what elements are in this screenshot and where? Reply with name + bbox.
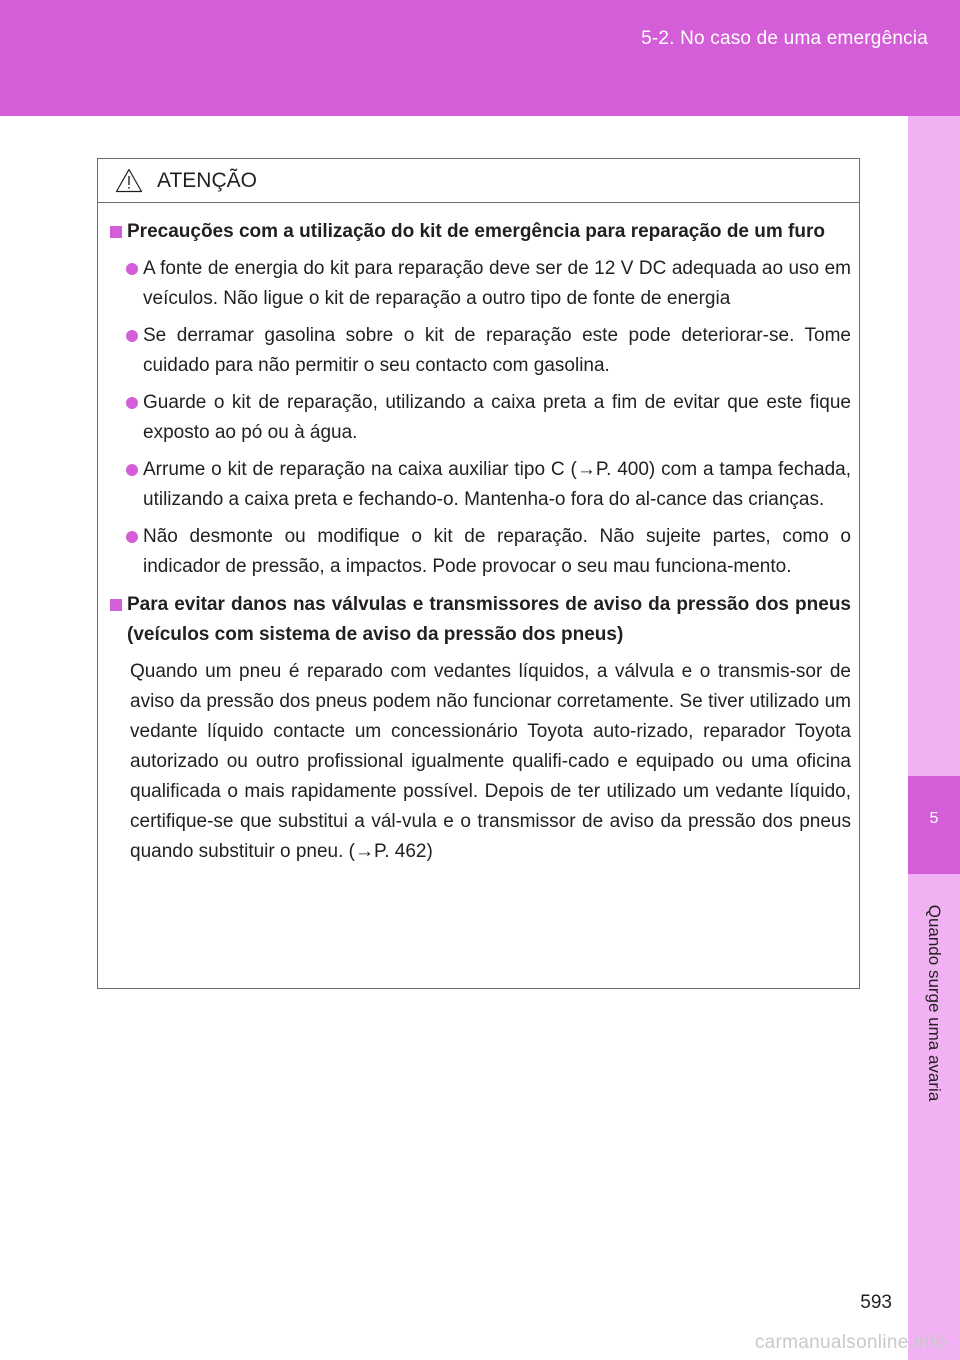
header-band bbox=[0, 0, 960, 116]
circle-bullet-icon bbox=[126, 531, 138, 543]
bullet-item: Se derramar gasolina sobre o kit de reparação este pode deteriorar-se. Tome cuidado para não permitir o seu contacto com gasolina. bbox=[110, 321, 851, 381]
bullet-item: Guarde o kit de reparação, utilizando a caixa preta a fim de evitar que este fique exposto ao pó ou à água. bbox=[110, 388, 851, 448]
chapter-title: Quando surge uma avaria bbox=[925, 904, 944, 1102]
circle-bullet-icon bbox=[126, 263, 138, 275]
caution-body bbox=[98, 203, 859, 867]
caution-box bbox=[97, 158, 860, 989]
square-bullet-icon bbox=[110, 599, 122, 611]
side-tab bbox=[908, 116, 960, 1360]
circle-bullet-icon bbox=[126, 330, 138, 342]
circle-bullet-icon bbox=[126, 464, 138, 476]
bullet-item: Não desmonte ou modifique o kit de reparação. Não sujeite partes, como o indicador de pressão, a impactos. Pode provocar o seu mau funciona-mento. bbox=[110, 522, 851, 582]
caution-section bbox=[110, 217, 851, 582]
caution-section bbox=[110, 590, 851, 867]
square-bullet-icon bbox=[110, 226, 122, 238]
caution-header bbox=[98, 159, 859, 203]
caution-title: ATENÇÃO bbox=[157, 169, 257, 192]
watermark: carmanualsonline.info bbox=[754, 1332, 946, 1353]
section-heading: Precauções com a utilização do kit de emergência para reparação de um furo bbox=[110, 217, 851, 247]
warning-triangle-icon bbox=[115, 168, 143, 193]
chapter-number: 5 bbox=[929, 810, 939, 827]
section-title: 5-2. No caso de uma emergência bbox=[641, 28, 928, 49]
bullet-item: A fonte de energia do kit para reparação deve ser de 12 V DC adequada ao uso em veículos. Não ligue o kit de reparação a outro tipo de fonte de energia bbox=[110, 254, 851, 314]
section-heading: Para evitar danos nas válvulas e transmissores de aviso da pressão dos pneus (veículos com sistema de aviso da pressão dos pneus) bbox=[110, 590, 851, 650]
circle-bullet-icon bbox=[126, 397, 138, 409]
bullet-item: Arrume o kit de reparação na caixa auxiliar tipo C (→P. 400) com a tampa fechada, utilizando a caixa preta e fechando-o. Mantenha-o fora do al-cance das crianças. bbox=[110, 455, 851, 515]
section-paragraph: Quando um pneu é reparado com vedantes líquidos, a válvula e o transmis-sor de aviso da pressão dos pneus podem não funcionar corretamente. Se tiver utilizado um vedante líquido contacte um concessionário Toyota auto-rizado, reparador Toyota autorizado ou outro profissional igualmente qualifi-cado e equipado ou uma oficina qualificada o mais rapidamente possível. Depois de ter utilizado um vedante líquido, certifique-se que substitui a vál-vula e o transmissor de aviso da pressão dos pneus quando substituir o pneu. (→P. 462) bbox=[130, 661, 851, 862]
page-number: 593 bbox=[860, 1292, 892, 1313]
